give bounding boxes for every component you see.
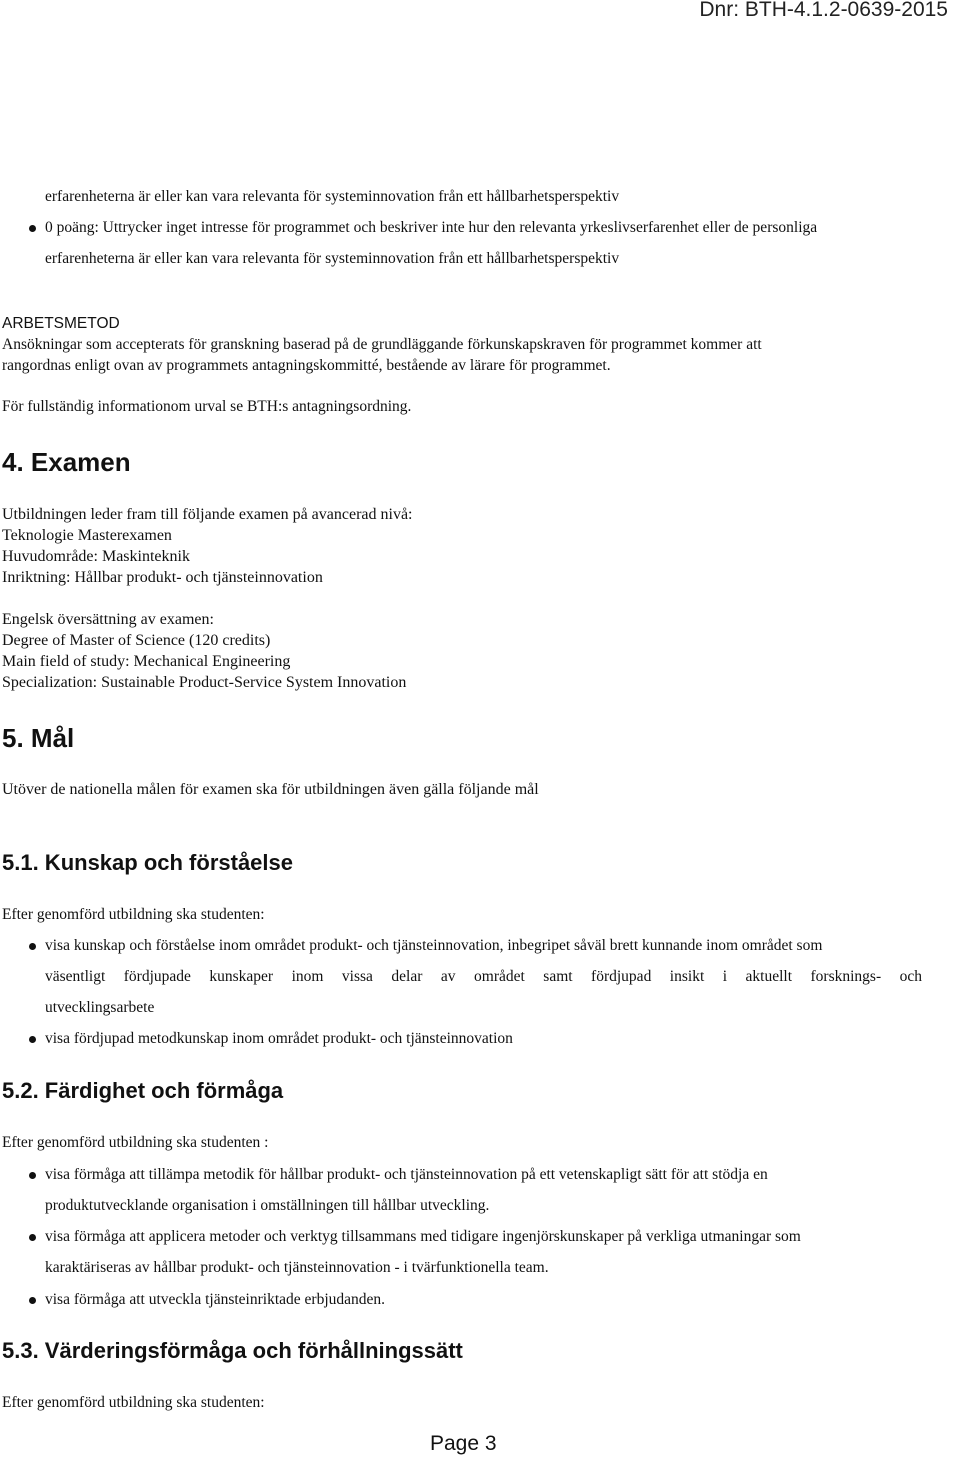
list-item: visa fördjupad metodkunskap inom området produkt- och tjänsteinnovation — [45, 1030, 513, 1047]
list-item-continuation: produktutvecklande organisation i omställningen till hållbar utveckling. — [45, 1197, 490, 1214]
list-item-continuation: erfarenheterna är eller kan vara relevanta för systeminnovation från ett hållbarhetsperspektiv — [45, 250, 620, 267]
section-heading-examen: 4. Examen — [2, 447, 131, 477]
examen-line: Huvudområde: Maskinteknik — [2, 548, 190, 565]
bullet-icon — [29, 225, 36, 232]
examen-english-line: Engelsk översättning av examen: — [2, 611, 214, 628]
bullet-icon — [29, 1172, 36, 1179]
fardighet-lead: Efter genomförd utbildning ska studenten : — [2, 1134, 269, 1151]
bullet-icon — [29, 943, 36, 950]
list-item-continuation: utvecklingsarbete — [45, 999, 155, 1016]
section-heading-mal: 5. Mål — [2, 723, 75, 753]
bullet-icon — [29, 1234, 36, 1241]
bullet-icon — [29, 1036, 36, 1043]
list-item: visa förmåga att utveckla tjänsteinriktade erbjudanden. — [45, 1291, 386, 1308]
list-item: visa förmåga att tillämpa metodik för hållbar produkt- och tjänsteinnovation på ett vetenskapligt sätt för att stödja en — [45, 1166, 768, 1183]
intro-line: erfarenheterna är eller kan vara relevanta för systeminnovation från ett hållbarhetsperspektiv — [45, 188, 620, 205]
section-heading-fardighet: 5.2. Färdighet och förmåga — [2, 1078, 284, 1103]
document-number: Dnr: BTH-4.1.2-0639-2015 — [699, 0, 948, 21]
paragraph-line: rangordnas enligt ovan av programmets antagningskommitté, bestående av lärare för programmet. — [2, 357, 611, 374]
bullet-icon — [29, 1297, 36, 1304]
section-heading-vardering: 5.3. Värderingsförmåga och förhållningssätt — [2, 1338, 463, 1363]
kunskap-lead: Efter genomförd utbildning ska studenten: — [2, 906, 265, 923]
vardering-lead: Efter genomförd utbildning ska studenten: — [2, 1394, 265, 1411]
list-item: visa kunskap och förståelse inom området produkt- och tjänsteinnovation, inbegripet såväl brett kunnande inom området som — [45, 937, 823, 954]
section-heading-kunskap: 5.1. Kunskap och förståelse — [2, 850, 293, 875]
examen-english-line: Main field of study: Mechanical Engineering — [2, 653, 291, 670]
mal-text: Utöver de nationella målen för examen ska för utbildningen även gälla följande mål — [2, 781, 539, 798]
page-number: Page 3 — [430, 1432, 497, 1455]
list-item-continuation: karaktäriseras av hållbar produkt- och tjänsteinnovation - i tvärfunktionella team. — [45, 1259, 549, 1276]
examen-english-line: Specialization: Sustainable Product-Service System Innovation — [2, 674, 407, 691]
list-item: visa förmåga att applicera metoder och verktyg tillsammans med tidigare ingenjörskunskaper på verkliga utmaningar som — [45, 1228, 801, 1245]
examen-line: Inriktning: Hållbar produkt- och tjänsteinnovation — [2, 569, 323, 586]
examen-line: Utbildningen leder fram till följande examen på avancerad nivå: — [2, 506, 413, 523]
full-info-text: För fullständig informationom urval se BTH:s antagningsordning. — [2, 398, 412, 415]
paragraph-line: Ansökningar som accepterats för granskning baserad på de grundläggande förkunskapskraven för programmet kommer att — [2, 336, 762, 353]
section-heading-arbetsmetod: ARBETSMETOD — [2, 315, 120, 332]
list-item: 0 poäng: Uttrycker inget intresse för programmet och beskriver inte hur den relevanta yrkeslivserfarenhet eller de personliga — [45, 219, 818, 236]
examen-english-line: Degree of Master of Science (120 credits) — [2, 632, 271, 649]
examen-line: Teknologie Masterexamen — [2, 527, 172, 544]
list-item-continuation: väsentligt fördjupade kunskaper inom vissa delar av området samt fördjupad insikt i aktuellt forsknings- och — [45, 968, 922, 985]
